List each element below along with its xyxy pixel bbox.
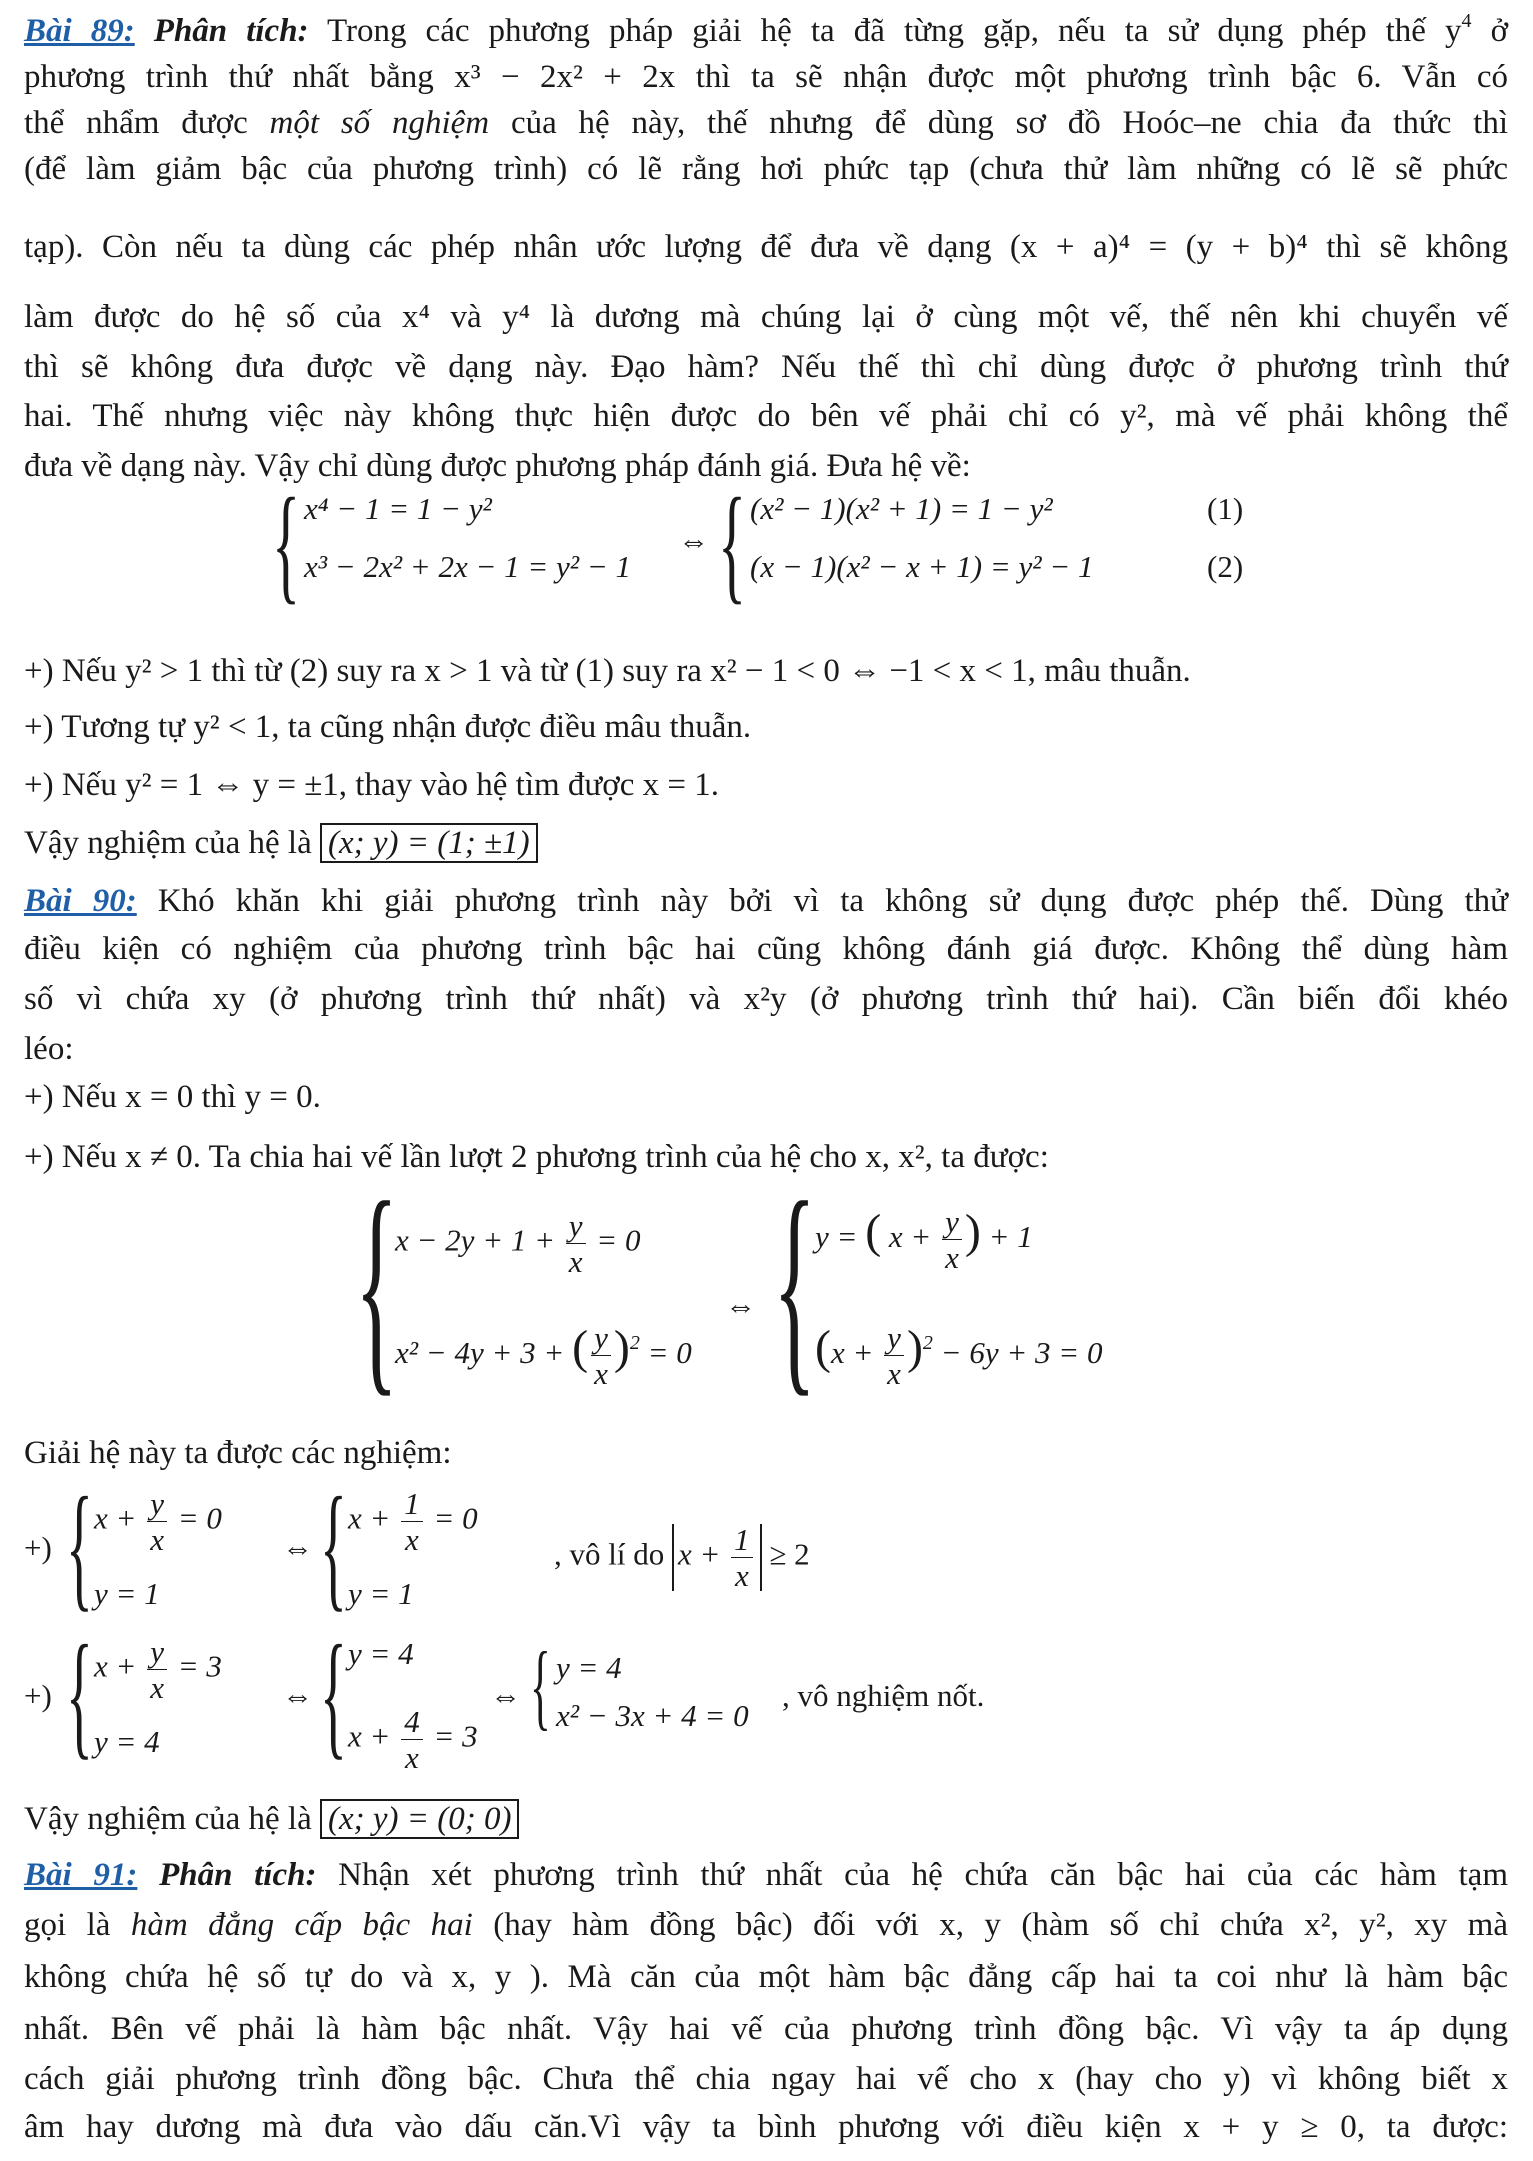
bai91-line-3: không chứa hệ số tự do và x, y ). Mà căn của một hàm bậc đẳng cấp hai ta coi như là hàm bậc <box>24 1959 1508 1995</box>
eq-term: x + <box>830 1335 874 1370</box>
bai91-line-5: cách giải phương trình đồng bậc. Chưa thể chia ngay hai vế cho x (hay cho y) vì không biết x <box>24 2061 1508 2097</box>
bai91-emphasis: hàm đẳng cấp bậc hai <box>130 1907 473 1943</box>
fraction <box>731 1524 753 1591</box>
bai89-eq-right-2: (x − 1)(x² − x + 1) = y² − 1 <box>750 549 1094 584</box>
denominator: x <box>945 1240 959 1276</box>
bai89-line-5 <box>24 224 1508 270</box>
case2-final-1: y = 4 <box>556 1650 622 1685</box>
denominator: x <box>887 1356 901 1392</box>
case1-row-1 <box>94 1488 222 1555</box>
bai89-line-8: hai. Thế nhưng việc này không thực hiện được do bên vế phải chỉ có y², mà vế phải không thể <box>24 398 1508 434</box>
case2-mid-1: y = 4 <box>348 1636 414 1671</box>
bai90-case-system-2 <box>24 1617 1124 1775</box>
eq-term: x + <box>348 1500 391 1536</box>
left-brace: { <box>66 1617 93 1772</box>
bai91-text: gọi là <box>24 1907 131 1943</box>
bai90-case-1: +) Nếu x = 0 thì y = 0. <box>24 1079 321 1115</box>
bai89-text: ở <box>1471 13 1509 49</box>
bai91-text: (hay hàm đồng bậc) đối với x, y (hàm số chỉ chứa x², y², xy mà <box>472 1907 1508 1943</box>
bai89-eq-right-1: (x² − 1)(x² + 1) = 1 − y² <box>750 491 1053 526</box>
numerator: y <box>591 1322 611 1356</box>
case2-row-1 <box>94 1636 222 1703</box>
numerator: y <box>147 1488 167 1522</box>
denominator: x <box>405 1740 419 1775</box>
eq-term: x + <box>94 1648 137 1684</box>
numerator: y <box>942 1206 962 1240</box>
left-brace: { <box>773 1155 817 1416</box>
left-brace: { <box>320 1617 347 1772</box>
numerator: y <box>566 1210 586 1244</box>
fraction <box>401 1488 423 1555</box>
case2-note: , vô nghiệm nốt. <box>782 1678 985 1713</box>
case-prefix: +) <box>24 1678 52 1713</box>
bai90-text: Khó khăn khi giải phương trình này bởi vì ta không sử dụng được phép thế. Dùng thử <box>136 883 1508 919</box>
fraction <box>942 1204 962 1276</box>
bai89-case-3: +) Nếu y² = 1 ⇔ y = ±1, thay vào hệ tìm được x = 1. <box>24 767 720 803</box>
eq-term: y = <box>815 1219 858 1254</box>
eq-term: = 3 <box>433 1718 478 1754</box>
note-text: , vô lí do <box>554 1536 665 1572</box>
case-prefix: +) <box>24 1530 52 1565</box>
bai90-conclusion <box>24 1796 1508 1842</box>
iff-symbol: ⇔ <box>282 1678 313 1713</box>
equation-tag-2: (2) <box>1207 549 1244 584</box>
bai91-line-1 <box>24 1852 1508 1898</box>
bai91-line-2 <box>24 1902 1508 1948</box>
numerator: y <box>147 1636 167 1670</box>
numerator: 1 <box>731 1524 753 1558</box>
case1-mid-1 <box>348 1488 478 1555</box>
left-brace: { <box>530 1632 551 1739</box>
bai89-heading: Bài 89: <box>24 13 135 49</box>
eq-term: x + <box>677 1536 721 1572</box>
bai89-eq-left-1: x⁴ − 1 = 1 − y² <box>304 491 492 526</box>
bai90-eq-2: x² − 4y + 3 + ( $\frac{y}{x}$ )$^2$ = 0 <box>395 1320 692 1392</box>
bai91-text: Nhận xét phương trình thứ nhất của hệ chứa căn bậc hai của các hàm tạm <box>316 1857 1508 1893</box>
exponent: 2 <box>629 1332 640 1354</box>
bai91-line-4: nhất. Bên vế phải là hàm bậc nhất. Vậy hai vế của phương trình đồng bậc. Vì vậy ta áp dụng <box>24 2011 1508 2047</box>
denominator: x <box>150 1670 164 1705</box>
left-brace: { <box>718 472 747 616</box>
bai89-text: tạp). Còn nếu ta dùng các phép nhân ước lượng để đưa về dạng (x + a)⁴ = (y + b)⁴ <box>24 229 1308 265</box>
bai89-system <box>272 472 1272 617</box>
bai89-line-9: đưa về dạng này. Vậy chỉ dùng được phương pháp đánh giá. Đưa hệ về: <box>24 448 971 484</box>
bai90-eq-1 <box>395 1210 640 1277</box>
iff-symbol: ⇔ <box>678 523 709 558</box>
denominator: x <box>568 1244 583 1279</box>
eq-term: = 0 <box>433 1500 478 1536</box>
boxed-answer: (x; y) = (1; ±1) <box>320 823 538 863</box>
case1-row-2: y = 1 <box>94 1576 160 1611</box>
iff-symbol: ⇔ <box>490 1678 521 1713</box>
left-brace: { <box>355 1155 399 1416</box>
bai89-conclusion <box>24 820 1508 866</box>
fraction <box>401 1706 423 1773</box>
bai90-solve-line: Giải hệ này ta được các nghiệm: <box>24 1435 452 1471</box>
eq-term: x + <box>888 1219 932 1254</box>
bai89-case-1: +) Nếu y² > 1 thì từ (2) suy ra x > 1 và từ (1) suy ra x² − 1 < 0 ⇔ −1 < x < 1, mâu thuẫn. <box>24 653 1191 689</box>
bai89-text: thể nhẩm được <box>24 105 270 141</box>
case1-mid-2: y = 1 <box>348 1576 414 1611</box>
eq-term: x² − 4y + 3 + <box>395 1335 565 1370</box>
bai89-text: Trong các phương pháp giải hệ ta đã từng gặp, nếu ta sử dụng phép thế y <box>327 13 1462 49</box>
bai89-line-4: (để làm giảm bậc của phương trình) có lẽ rằng hơi phức tạp (chưa thử làm những có lẽ sẽ phức <box>24 151 1508 187</box>
bai90-system <box>355 1155 1255 1418</box>
bai90-case-2: +) Nếu x ≠ 0. Ta chia hai vế lần lượt 2 phương trình của hệ cho x, x², ta được: <box>24 1139 1049 1175</box>
bai89-emphasis: một số nghiệm <box>269 105 490 141</box>
eq-term: x + <box>348 1718 391 1754</box>
eq-term: + 1 <box>988 1219 1033 1254</box>
denominator: x <box>405 1522 419 1557</box>
bai90-eq-3: y = ( x + $\frac{y}{x}$ ) + 1 <box>815 1204 1033 1276</box>
iff-symbol: ⇔ <box>725 1288 756 1323</box>
denominator: x <box>150 1522 164 1557</box>
bai89-line-2: phương trình thứ nhất bằng x³ − 2x² + 2x thì ta sẽ nhận được một phương trình bậc 6. Vẫn có <box>24 59 1508 95</box>
eq-term: = 0 <box>596 1222 641 1258</box>
case2-row-2: y = 4 <box>94 1724 160 1759</box>
bai89-line-6: làm được do hệ số của x⁴ và y⁴ là dương mà chúng lại ở cùng một vế, thế nên khi chuyển vế <box>24 299 1508 335</box>
bai90-line-4: léo: <box>24 1031 74 1067</box>
equation-tag-1: (1) <box>1207 491 1244 526</box>
bai90-line-1 <box>24 878 1508 924</box>
bai89-text: của hệ này, thế nhưng để dùng sơ đồ Hoóc–ne chia đa thức thì <box>489 105 1508 141</box>
fraction <box>147 1636 167 1703</box>
eq-term: = 3 <box>177 1648 222 1684</box>
numerator: 4 <box>401 1706 423 1740</box>
conclusion-text: Vậy nghiệm của hệ là <box>24 1801 320 1837</box>
iff-symbol: ⇔ <box>282 1530 313 1565</box>
bai89-case-2: +) Tương tự y² < 1, ta cũng nhận được điều mâu thuẫn. <box>24 709 752 745</box>
bai89-line-7: thì sẽ không đưa được về dạng này. Đạo hàm? Nếu thế thì chỉ dùng được ở phương trình thứ <box>24 349 1508 385</box>
eq-term: − 6y + 3 = 0 <box>940 1335 1103 1370</box>
case2-mid-2 <box>348 1706 478 1773</box>
fraction <box>591 1320 611 1392</box>
bai89-line-1: Bài 89: Phân tích: Trong các phương pháp giải hệ ta đã từng gặp, nếu ta sử dụng phép thế $y^4$ ở <box>24 10 1509 49</box>
bai89-eq-left-2: x³ − 2x² + 2x − 1 = y² − 1 <box>304 549 632 584</box>
eq-term: x − 2y + 1 + <box>395 1222 556 1258</box>
bai89-label: Phân tích: <box>153 13 309 49</box>
numerator: 1 <box>401 1488 423 1522</box>
bai91-line-6: âm hay dương mà đưa vào dấu căn.Vì vậy ta bình phương với điều kiện x + y ≥ 0, ta được: <box>24 2109 1508 2145</box>
left-brace: { <box>272 472 301 616</box>
left-brace: { <box>320 1469 347 1624</box>
numerator: y <box>884 1322 904 1356</box>
eq-term: = 0 <box>177 1500 222 1536</box>
bai89-text: thì sẽ không <box>1307 229 1509 265</box>
denominator: x <box>594 1356 608 1392</box>
bai90-line-3: số vì chứa xy (ở phương trình thứ nhất) và x²y (ở phương trình thứ hai). Cần biến đổi khéo <box>24 981 1508 1017</box>
bai89-line-3 <box>24 100 1508 146</box>
fraction <box>566 1210 586 1277</box>
case2-final-2: x² − 3x + 4 = 0 <box>556 1698 749 1733</box>
eq-term: x + <box>94 1500 137 1536</box>
note-text: ≥ 2 <box>769 1536 810 1572</box>
bai90-case-system-1 <box>24 1469 1124 1624</box>
bai91-label: Phân tích: <box>159 1857 317 1893</box>
bai90-eq-4: (x + $\frac{y}{x}$ )$^2$ − 6y + 3 = 0 <box>815 1320 1103 1392</box>
conclusion-text: Vậy nghiệm của hệ là <box>24 825 320 861</box>
bai90-heading: Bài 90: <box>24 883 137 919</box>
bai90-line-2: điều kiện có nghiệm của phương trình bậc hai cũng không đánh giá được. Không thể dùng hàm <box>24 931 1508 967</box>
eq-term: = 0 <box>647 1335 692 1370</box>
exponent: 2 <box>922 1332 933 1354</box>
boxed-answer: (x; y) = (0; 0) <box>320 1799 520 1839</box>
fraction <box>147 1488 167 1555</box>
bai91-heading: Bài 91: <box>24 1857 138 1893</box>
case1-note <box>554 1524 810 1591</box>
denominator: x <box>735 1558 749 1593</box>
left-brace: { <box>66 1469 93 1624</box>
fraction <box>884 1320 904 1392</box>
